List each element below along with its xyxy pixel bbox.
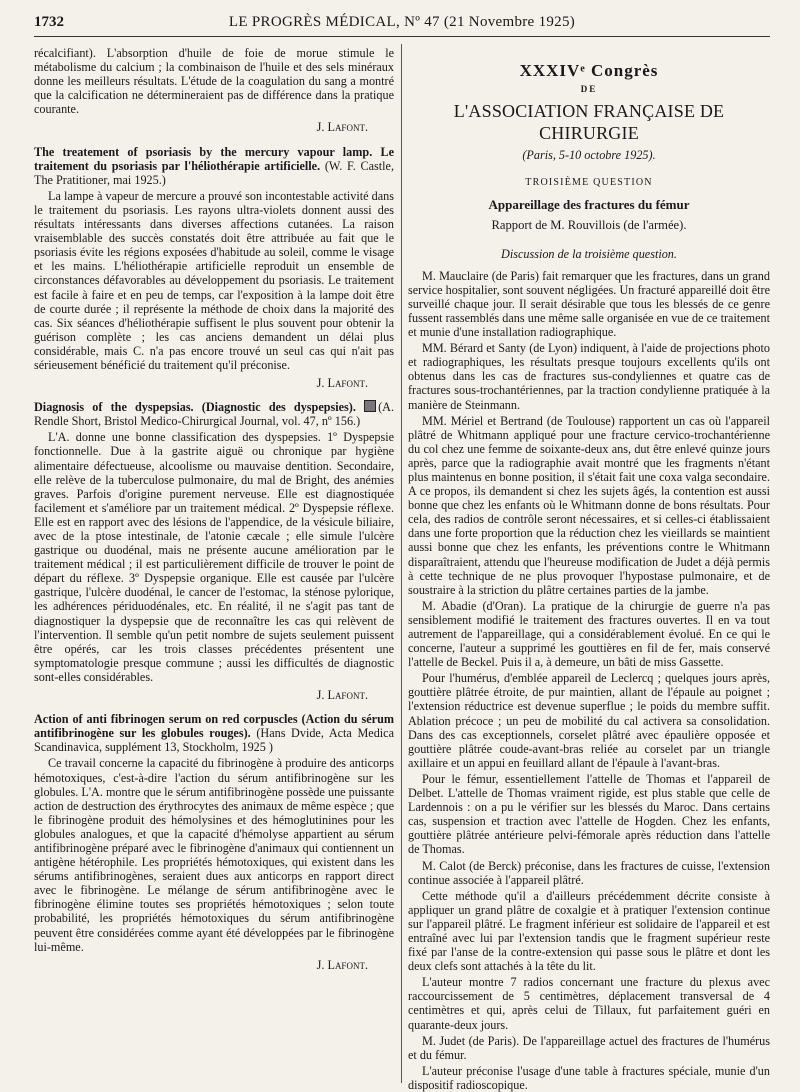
column-divider [401, 44, 402, 1083]
discussion-paragraph: M. Mauclaire (de Paris) fait remarquer que les fractures, dans un grand service hospitalier, sont souvent négligées. Un fracturé appareillé doit être surveillé chaque jour. Il serait désirable que tous les blessés de ce genre fussent rassemblés dans une même salle organisée en vue de ce traitement et munie d'une installation radiographique. [408, 268, 770, 340]
discussion-paragraph: Pour le fémur, essentiellement l'attelle de Thomas et l'appareil de Delbet. L'attelle de Thomas vraiment rigide, est plus stable que celle de Lardennois : on a pu le vérifier sur les blessés du Maroc. Dans certains cas, suspension et traction avec l'attelle de Hogden. Chez les enfants, gouttière plâtrée antérieure pelvi-fémorale après réduction dans l'attelle de Thomas. [408, 771, 770, 857]
article-title: Diagnosis of the dyspepsias. (Diagnostic des dyspepsies). [34, 400, 356, 415]
journal-title: LE PROGRÈS MÉDICAL, Nº 47 (21 Novembre 1925) [228, 14, 576, 30]
discussion-heading: Discussion de la troisième question. [501, 246, 677, 261]
article-body: L'A. donne une bonne classification des dyspepsies. 1º Dyspepsie fonctionnelle. Due à la gastrite aiguë ou chronique par hygiène alimentaire défectueuse, alcoolisme ou mauvaise dentition. Secondaire, elle relève de la tuberculose pulmonaire, du mal de Bright, des anémies graves. Parfois d'origine purement nerveuse. Elle est diagnostiquée facilement et s'améliore par un traitement médical. 2º Dyspepsie réflexe. Elle est en rapport avec des lésions de l'appendice, de la vésicule biliaire, avec de la ptose intestinale, de l'atonie cæcale ; elle simule l'ulcère gastrique ou duodénal, mais ne présente aucune amélioration par le traitement médical ; il est particulièrement difficile de trouver le point de départ du réflexe. 3º Dyspepsie organique. Elle est causée par l'ulcère gastrique, l'ulcère duodénal, le cancer de l'estomac, la sténose pylorique, les adhérences périduodénales, etc. En réalité, il ne s'agit pas tant de diagnostiquer la dyspepsie que de reconnaître les cas qui relèvent de l'intervention. Il semble qu'un petit nombre de sujets seulement puissent être opérés, car les trois classes précédentes présentent une symptomatologie presque commune ; aussi les difficultés de diagnostic sont-elles considérables. [34, 430, 394, 684]
page-header [34, 10, 770, 37]
question-label: TROISIÈME QUESTION [525, 177, 653, 189]
discussion-paragraph: Pour l'humérus, d'emblée appareil de Leclercq ; quelques jours après, gouttière plâtrée étroite, de pur maintien, allant de l'épaule au poignet ; l'extension réductrice est devenue superflue ; le poids du membre suffit. Ablation précoce ; un peu de mobilité du cal activera sa consolidation. Dans des cas exceptionnels, corselet plâtré avec épaulière opposée et gouttière plâtrée coude-avant-bras reliée au corselet par un triangle axillaire et un appui en feuillard allant de l'épaule à l'avant-bras. [408, 671, 770, 770]
hand-pointer-icon [364, 400, 376, 412]
article-heading [34, 145, 394, 187]
signature: J. Lafont. [316, 120, 368, 135]
article-body: La lampe à vapeur de mercure a prouvé son incontestable activité dans le traitement du psoriasis. Les rayons ultra-violets donnent aussi des résultats intéressants dans diverses affections cutanées. La raison vraisemblable des succès constatés doit être attribuée au fait que le psoriasis évite les régions exposées d'habitude au soleil, comme le visage et les mains. L'héliothérapie artificielle reproduit un ensemble de circonstances défavorables au développement du psoriasis. Le traitement est facile à faire et en peu de temps, car l'exposition à la lampe doit être de courte durée ; il représente la méthode de choix dans la majorité des cas. Six séances d'héliothérapie suffisent le plus souvent pour obtenir la guérison complète ; les cas anciens demandent un délai plus considérable, mais C. n'a pas encore trouvé un seul cas qui n'ait pas sérieusement bénéficié du traitement qu'il préconise. [34, 188, 394, 372]
discussion-paragraph: M. Calot (de Berck) préconise, dans les fractures de cuisse, l'extension continue associée à l'appareil plâtré. [408, 858, 770, 887]
article-body: Ce travail concerne la capacité du fibrinogène à produire des anticorps hémotoxiques, c'est-à-dire l'action du sérum antifibrinogène sur les globules. L'A. montre que le sérum antifibrinogène possède une puissante action de destruction des érythrocytes des animaux de même espèce ; que le fibrinogène produit des hémolysines et des hémoglutinines pour les globules analogues, et que la capacité d'hémolyse appartient au sérum antifibrinogène préparé avec le fibrinogène d'animaux qui contiennent un antigène hétérophile. Les propriétés hémotoxiques, qui existent dans les sérums antifibrinogènes, seraient dues aux anticorps en rapport direct avec le fibrinogène. Le mélange de sérum antifibrinogène avec le fibrinogène élimine toutes ses propriétés hémotoxiques ; selon toute probabilité, les propriétés hémotoxiques du sérum antifibrinogène peuvent être considérées comme ayant été développées par le fibrinogène lui-même. [34, 756, 394, 954]
page-number: 1732 [34, 14, 64, 30]
article-reference: (A. Rendle Short, Bristol Medico-Chirurgical Journal, vol. 47, nº 156.) [34, 400, 394, 429]
congress-de: DE [580, 84, 598, 95]
signature: J. Lafont. [316, 376, 368, 391]
article-heading [34, 712, 394, 754]
signature: J. Lafont. [316, 688, 368, 703]
discussion-paragraph: L'auteur montre 7 radios concernant une fracture du plexus avec raccourcissement de 5 centimètres, déplacement transversal de 4 centimètres et qui, après celui de Tillaux, fut parfaitement guéri en quarante-deux jours. [408, 975, 770, 1032]
article-heading [34, 400, 394, 428]
article-reference: (W. F. Castle, The Pratitioner, mai 1925.) [34, 158, 394, 187]
article-title: Action of anti fibrinogen serum on red corpuscles (Action du sérum antifibrinogène sur les globules rouges). [34, 712, 394, 741]
congress-title: XXXIVᵉ Congrès [519, 61, 659, 80]
discussion-paragraph: L'auteur préconise l'usage d'une table à fractures spéciale, munie d'un dispositif radioscopique. [408, 1063, 770, 1092]
article-reference: (Hans Dvide, Acta Medica Scandinavica, supplément 13, Stockholm, 1925 ) [34, 726, 394, 755]
discussion-paragraph: MM. Mériel et Bertrand (de Toulouse) rapportent un cas où l'appareil plâtré de Whitmann appliqué pour une fracture cervico-trochantérienne du col chez une femme de soixante-deux ans, dut être enlevé quinze jours après, parce que la radiographie avait montré que les fragments n'étant plus maintenus en bonne position, il s'était fait une coxa valga secondaire. A ce propos, ils demandent si chez les sujets âgés, la contention est aussi bonne que chez les enfants où le Whitmann donne de bons résultats. Pour cela, des radios de contrôle seront nécessaires, et si celles-ci établissaient dans une forte proportion que la réduction chez les vieillards se maintient aussi bonne que chez les enfants, les préventions contre le Whitmann disparaîtraient, attendu que l'heureuse modification de Judet a déjà permis à cette technique de ne plus provoquer l'hypostase pulmonaire, et de soustraire à la striction du plâtre certaines parties de la jambe. [408, 413, 770, 597]
discussion-paragraph: MM. Bérard et Santy (de Lyon) indiquent, à l'aide de projections photo et radiographiques, les résultats presque toujours excellents qu'ils ont obtenus dans les cas de fractures sus-condyliennes et quatre cas de fractures sous-trochantériennes, par la traction condylienne pratiquée à la manière de Steinmann. [408, 341, 770, 412]
left-column [34, 46, 394, 1081]
discussion-paragraph: M. Judet (de Paris). De l'appareillage actuel des fractures de l'humérus et du fémur. [408, 1033, 770, 1062]
discussion-paragraph: Cette méthode qu'il a d'ailleurs précédemment décrite consiste à appliquer un grand plâtre de coxalgie et à pratiquer l'extension continue sur l'appareil plâtré. Le fragment inférieur est solidaire de l'appareil et est entraîné avec lui par l'extension tandis que le fragment supérieur reste fixé par l'anse de la contre-extension qui passe sous le plâtre et dont les deux clefs sont attachés à la tête du lit. [408, 888, 770, 974]
topic-title: Appareillage des fractures du fémur [488, 197, 690, 213]
rapport-line: Rapport de M. Rouvillois (de l'armée). [491, 218, 687, 233]
right-column [408, 46, 770, 1092]
congress-dates: (Paris, 5-10 octobre 1925). [522, 148, 656, 163]
association-name: L'ASSOCIATION FRANÇAISE DE CHIRURGIE [453, 101, 725, 144]
discussion-paragraph: M. Abadie (d'Oran). La pratique de la chirurgie de guerre n'a pas sensiblement modifié le traitement des fractures ouvertes. Il en va tout autrement de l'appareillage, qui a considérablement évolué. En ce qui le concerne, l'auteur a supprimé les gouttières en fil de fer, mais conservé l'attelle de Beckel. Puis il a, à demeure, un bâti de miss Gassette. [408, 598, 770, 670]
signature: J. Lafont. [316, 957, 368, 972]
article-title: The treatement of psoriasis by the mercury vapour lamp. Le traitement du psoriasis par l'héliothérapie artificielle. [34, 144, 394, 173]
paragraph: récalcifiant). L'absorption d'huile de foie de morue stimule le métabolisme du calcium ; la combinaison de l'huile et des sels minéraux donne les meilleurs résultats. L'étude de la coagulation du sang a montré que la calcification ne détermineraient pas de différence dans la pratique courante. [34, 46, 394, 117]
